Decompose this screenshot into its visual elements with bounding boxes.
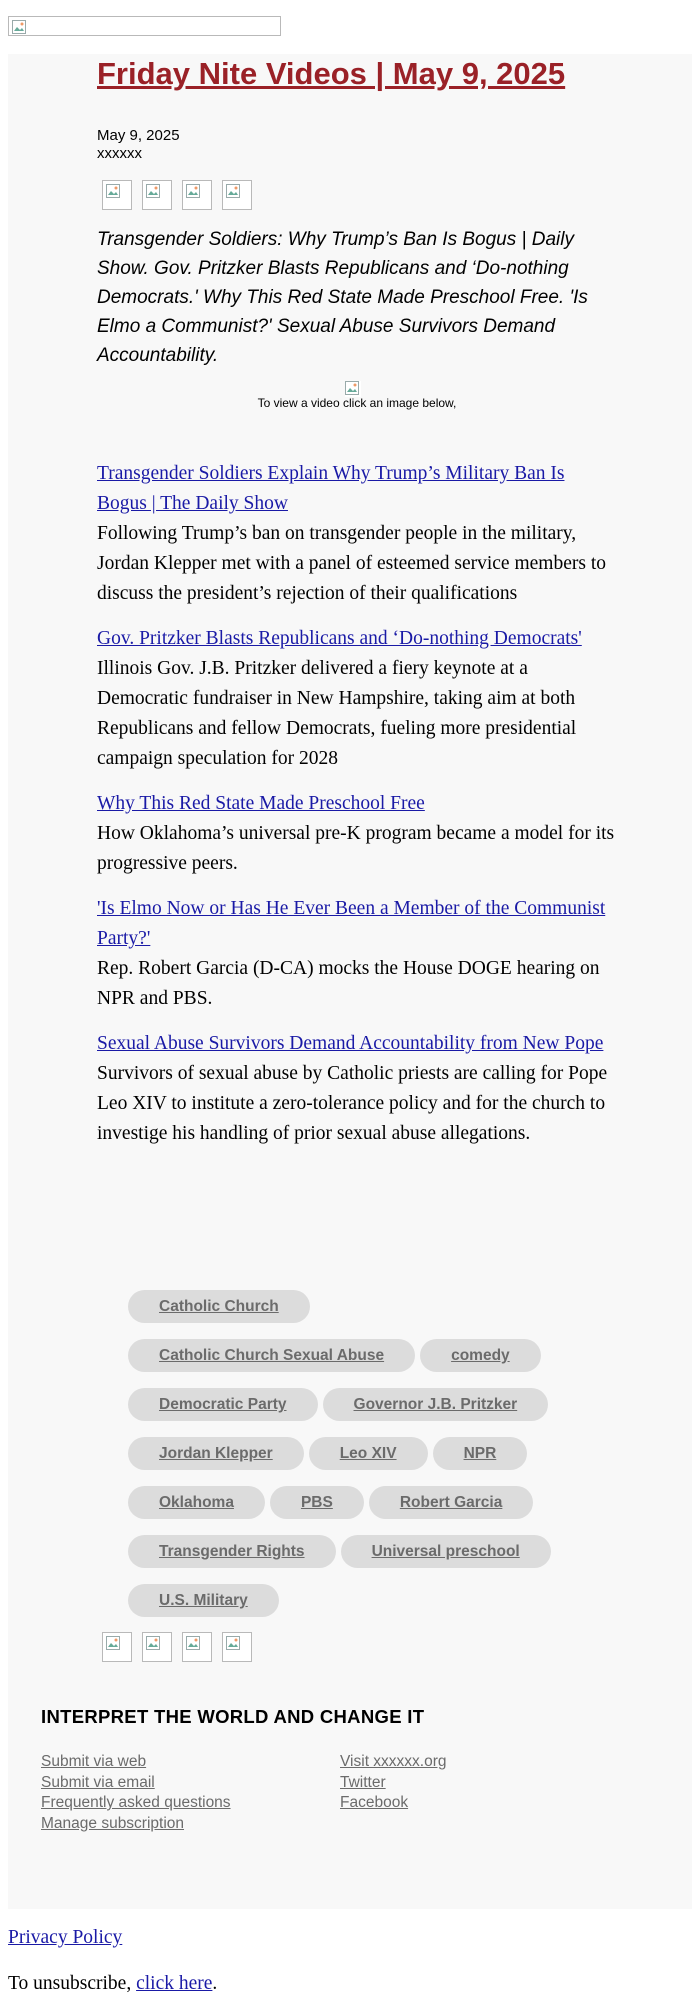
- submit-via-web-link[interactable]: Submit via web: [41, 1753, 147, 1770]
- share-image-icon[interactable]: [182, 180, 212, 210]
- tag-pbs[interactable]: PBS: [270, 1486, 364, 1519]
- tag-catholic-church-sexual-abuse[interactable]: Catholic Church Sexual Abuse: [128, 1339, 415, 1372]
- twitter-link[interactable]: Twitter: [340, 1773, 386, 1791]
- article-description: Following Trump’s ban on transgender people in the military, Jordan Klepper met with a panel of esteemed service members to discuss the president’s rejection of their qualifications: [97, 523, 606, 604]
- article-item: [97, 624, 617, 774]
- issue-author: xxxxxx: [97, 145, 142, 162]
- article-title-link[interactable]: Why This Red State Made Preschool Free: [97, 793, 425, 814]
- share-image-icon[interactable]: [222, 1632, 252, 1662]
- tag-transgender-rights[interactable]: Transgender Rights: [128, 1535, 336, 1568]
- article-title-link[interactable]: Gov. Pritzker Blasts Republicans and ‘Do-nothing Democrats': [97, 628, 582, 649]
- unsubscribe-link[interactable]: click here: [136, 1973, 213, 1994]
- tag-comedy[interactable]: comedy: [420, 1339, 541, 1372]
- issue-summary: Transgender Soldiers: Why Trump’s Ban Is Bogus | Daily Show. Gov. Pritzker Blasts Republicans and ‘Do-nothing Democrats.' Why This Red State Made Preschool Free. 'Is Elmo a Communist?' Sexual Abuse Survivors Demand Accountability.: [97, 229, 588, 366]
- article-description: Rep. Robert Garcia (D-CA) mocks the House DOGE hearing on NPR and PBS.: [97, 958, 600, 1009]
- tag-governor-jb-pritzker[interactable]: Governor J.B. Pritzker: [323, 1388, 549, 1421]
- page-title[interactable]: Friday Nite Videos | May 9, 2025: [97, 56, 566, 91]
- video-thumbnail-icon[interactable]: [345, 381, 361, 397]
- article-title-link[interactable]: 'Is Elmo Now or Has He Ever Been a Member of the Communist Party?': [97, 898, 606, 949]
- share-icons-bottom: [102, 1632, 252, 1662]
- visit-site-link[interactable]: Visit xxxxxx.org: [340, 1753, 447, 1770]
- footer-links-right: [340, 1752, 447, 1814]
- article-title-link[interactable]: Transgender Soldiers Explain Why Trump’s Military Ban Is Bogus | The Daily Show: [97, 463, 565, 514]
- logo-image: [8, 16, 281, 36]
- manage-subscription-link[interactable]: Manage subscription: [41, 1814, 185, 1832]
- footer-heading: INTERPRET THE WORLD AND CHANGE IT: [41, 1706, 425, 1727]
- faq-link[interactable]: Frequently asked questions: [41, 1794, 231, 1811]
- broken-image-icon: [12, 20, 26, 34]
- facebook-link[interactable]: Facebook: [340, 1794, 409, 1811]
- article-description: Survivors of sexual abuse by Catholic priests are calling for Pope Leo XIV to institute a zero-tolerance policy and for the church to investige his handling of prior sexual abuse allegations.: [97, 1063, 608, 1144]
- tag-jordan-klepper[interactable]: Jordan Klepper: [128, 1437, 304, 1470]
- footer-links-left: [41, 1752, 231, 1834]
- video-caption: To view a video click an image below,: [257, 396, 457, 410]
- submit-via-email-link[interactable]: Submit via email: [41, 1773, 155, 1791]
- article-description: Illinois Gov. J.B. Pritzker delivered a fiery keynote at a Democratic fundraiser in New Hampshire, taking aim at both Republicans and fellow Democrats, fueling more presidential campaign speculation for 2028: [97, 658, 577, 769]
- tag-leo-xiv[interactable]: Leo XIV: [309, 1437, 428, 1470]
- article-list: [97, 459, 617, 1164]
- share-image-icon[interactable]: [222, 180, 252, 210]
- newsletter-card: [8, 54, 692, 1909]
- unsubscribe-suffix: .: [212, 1973, 218, 1994]
- article-title-link[interactable]: Sexual Abuse Survivors Demand Accountability from New Pope: [97, 1033, 604, 1054]
- unsubscribe-prefix: To unsubscribe,: [8, 1973, 137, 1994]
- article-item: [97, 459, 617, 609]
- article-item: [97, 1029, 617, 1149]
- tag-catholic-church[interactable]: Catholic Church: [128, 1290, 310, 1323]
- tag-us-military[interactable]: U.S. Military: [128, 1584, 279, 1617]
- tag-list: [128, 1290, 608, 1617]
- share-image-icon[interactable]: [142, 1632, 172, 1662]
- article-item: [97, 894, 617, 1014]
- tag-robert-garcia[interactable]: Robert Garcia: [369, 1486, 534, 1519]
- tag-npr[interactable]: NPR: [433, 1437, 528, 1470]
- share-image-icon[interactable]: [182, 1632, 212, 1662]
- issue-date: May 9, 2025: [97, 127, 180, 144]
- tag-universal-preschool[interactable]: Universal preschool: [341, 1535, 551, 1568]
- share-icons-top: [102, 180, 252, 210]
- share-image-icon[interactable]: [102, 180, 132, 210]
- article-item: [97, 789, 617, 879]
- share-image-icon[interactable]: [102, 1632, 132, 1662]
- tag-oklahoma[interactable]: Oklahoma: [128, 1486, 265, 1519]
- tag-democratic-party[interactable]: Democratic Party: [128, 1388, 318, 1421]
- unsubscribe-line: [8, 1972, 217, 1996]
- share-image-icon[interactable]: [142, 180, 172, 210]
- privacy-policy-link[interactable]: Privacy Policy: [8, 1927, 123, 1948]
- article-description: How Oklahoma’s universal pre-K program became a model for its progressive peers.: [97, 823, 615, 874]
